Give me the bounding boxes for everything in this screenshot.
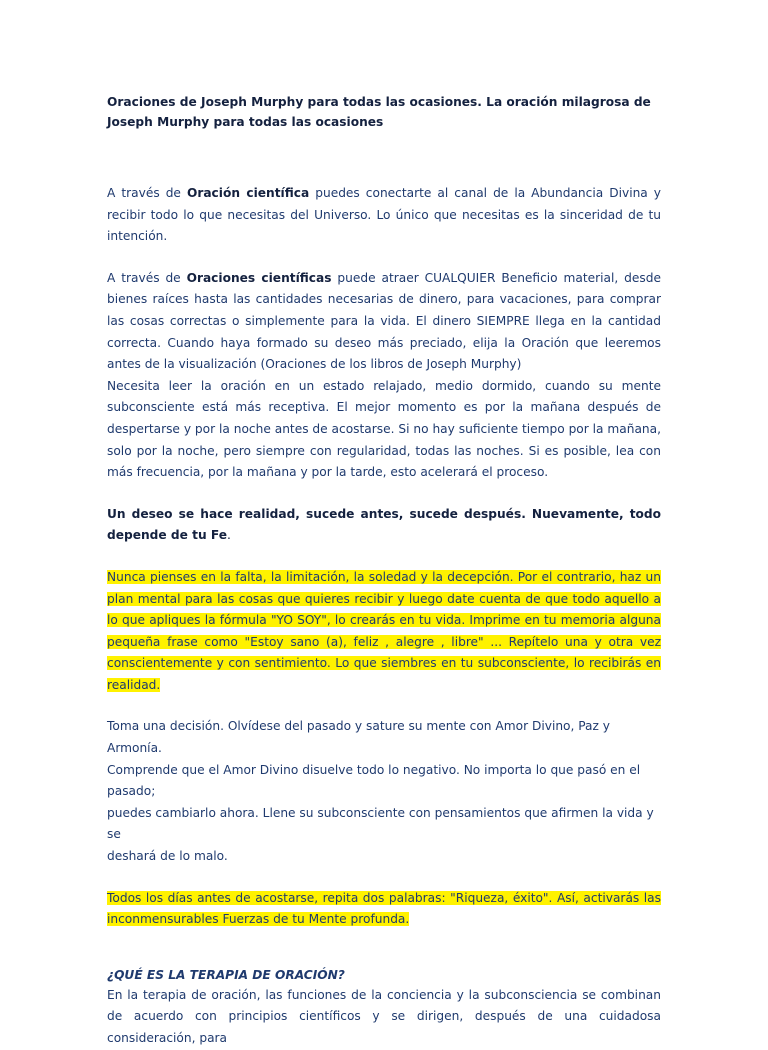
section-heading-terapia: ¿QUÉ ES LA TERAPIA DE ORACIÓN? (107, 967, 345, 982)
paragraph-line: deshará de lo malo. (107, 849, 228, 864)
highlighted-text: Nunca pienses en la falta, la limitación, la soledad y la decepción. Por el contrario, haz un plan mental para las cosas que quieres recibir y luego date cuenta de que todo aquello a lo que apliques la fórmula "YO SOY", lo crearás en tu vida. Imprime en tu memoria alguna pequeña frase como "Estoy sano (a), feliz , alegre , libre" ... Repítelo una y otra vez conscientemente y con sentimiento. Lo que siembres en tu subconsciente, lo recibirás en realidad. (107, 569, 661, 692)
paragraph-text: puede atraer CUALQUIER Beneficio material, desde bienes raíces hasta las cantidades necesarias de dinero, para vacaciones, para comprar las cosas correctas o simplemente para la vida. El dinero SIEMPRE llega en la cantidad correcta. Cuando haya formado su deseo más preciado, elija la Oración que leeremos antes de la visualización (Oraciones de los libros de Joseph Murphy) (107, 270, 661, 372)
paragraph-line: Comprende que el Amor Divino disuelve todo lo negativo. No importa lo que pasó en el pasado; (107, 762, 641, 799)
paragraph-text: puedes conectarte al canal de la Abundancia Divina y recibir todo lo que necesitas del Universo. Lo único que necesitas es la sinceridad de tu intención. (107, 186, 662, 244)
paragraph-leer-oracion: Necesita leer la oración en un estado relajado, medio dormido, cuando su mente subconsciente está más receptiva. El mejor momento es por la mañana después de despertarse y por la noche antes de acostarse. Si no hay suficiente tiempo por la mañana, solo por la noche, pero siempre con regularidad, todas las noches. Si es posible, lea con más frecuencia, por la mañana y por la tarde, esto acelerará el proceso. (107, 378, 661, 480)
paragraph-line: puedes cambiarlo ahora. Llene su subconsciente con pensamientos que afirmen la vida y se (107, 805, 654, 842)
highlighted-paragraph-riqueza (107, 888, 661, 931)
paragraph-deseo-fe (107, 504, 661, 547)
document-title: Oraciones de Joseph Murphy para todas las ocasiones. La oración milagrosa de Joseph Murphy para todas las ocasiones (107, 95, 651, 129)
period: . (226, 528, 231, 543)
paragraph-text: A través de (107, 270, 187, 285)
emphasis-oracion-cientifica: Oración científica (186, 186, 310, 200)
emphasis-oraciones-cientificas: Oraciones científicas (186, 270, 332, 285)
bold-text: Un deseo se hace realidad, sucede antes, sucede después. Nuevamente, todo depende de tu Fe (107, 506, 661, 543)
highlighted-paragraph-yo-soy (107, 567, 661, 697)
paragraph-line: Toma una decisión. Olvídese del pasado y sature su mente con Amor Divino, Paz y Armonía. (107, 719, 611, 756)
paragraph-abundancia (107, 183, 661, 248)
paragraph-oraciones-cientificas (107, 268, 661, 376)
paragraph-decision (107, 716, 661, 867)
highlighted-text: Todos los días antes de acostarse, repita dos palabras: "Riqueza, éxito". Así, activarás las inconmensurables Fuerzas de tu Mente profunda. (107, 890, 661, 927)
paragraph-terapia: En la terapia de oración, las funciones de la conciencia y la subconsciencia se combinan de acuerdo con principios científicos y se dirigen, después de una cuidadosa consideración, para (107, 987, 661, 1045)
paragraph-text: A través de (107, 186, 187, 200)
